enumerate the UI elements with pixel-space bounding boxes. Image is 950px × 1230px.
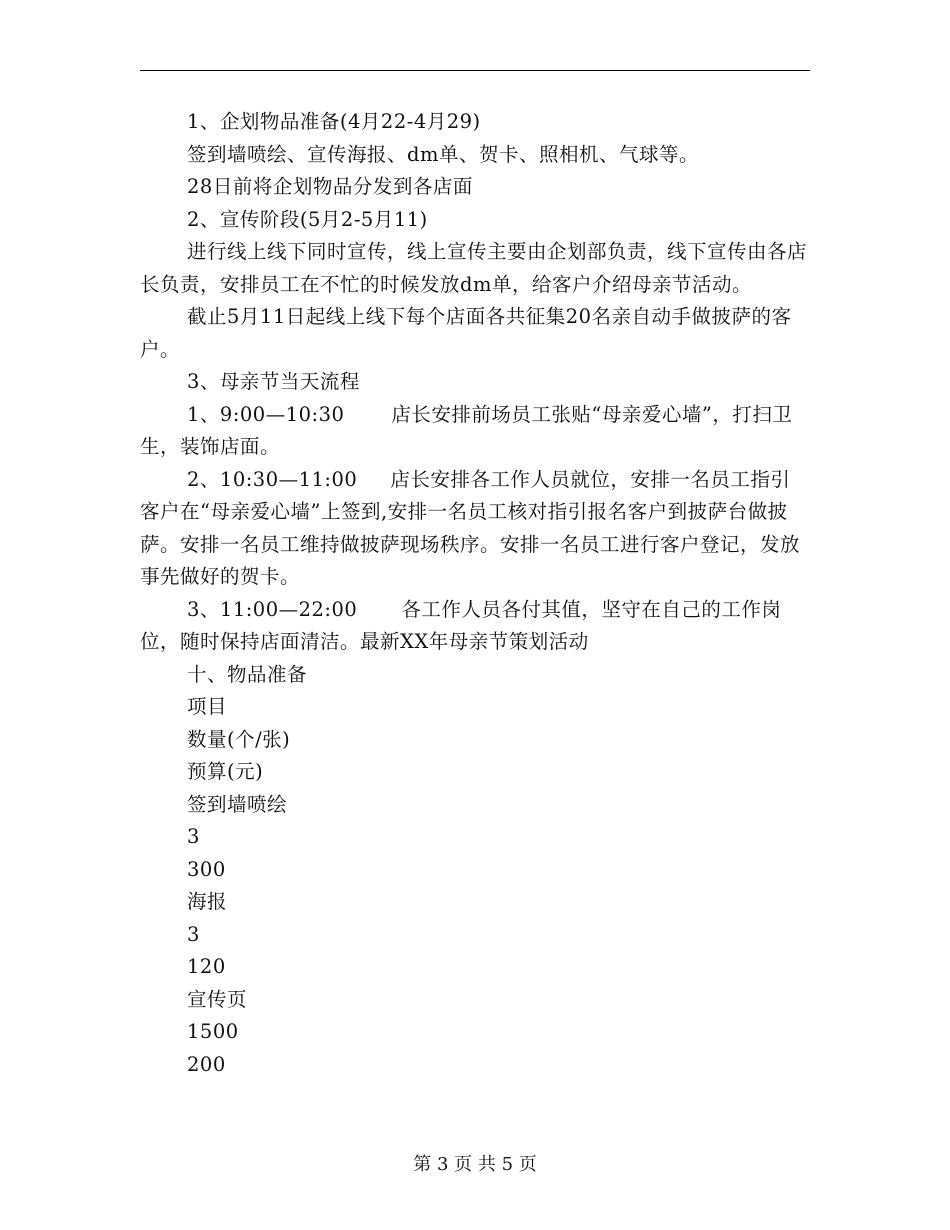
materials-list: 签到墙喷绘、宣传海报、dm单、贺卡、照相机、气球等。: [187, 142, 699, 166]
table-cell-item: 宣传页: [187, 987, 248, 1011]
schedule-text-2: 店长安排各工作人员就位，安排一名员工指引客户在“母亲爱心墙”上签到,安排一名员工核对指引报名客户到披萨台做披萨。安排一名员工维持做披萨现场秩序。安排一名员工进行客户登记，发放事先做好的贺卡。: [140, 467, 801, 588]
header-rule: [140, 70, 810, 71]
table-cell-item: 海报: [187, 890, 228, 913]
table-cell-item: 签到墙喷绘: [187, 792, 288, 816]
schedule-text-1: 店长安排前场员工张贴“母亲爱心墙”，打扫卫生，装饰店面。: [140, 402, 793, 458]
table-cell-budget: 120: [187, 955, 226, 978]
schedule-time-3: 3、11:00—22:00: [187, 597, 358, 621]
schedule-item-2: [140, 464, 808, 594]
schedule-text-3: 各工作人员各付其值，坚守在自己的工作岗位，随时保持店面清洁。最新XX年母亲节策划活动: [140, 597, 782, 653]
schedule-item-1: [140, 399, 808, 464]
table-cell-quantity: 3: [187, 825, 200, 848]
page-body: [140, 106, 808, 1081]
schedule-time-1: 1、9:00—10:30: [187, 402, 345, 426]
section-heading-materials-prep: 1、企划物品准备(4月22-4月29): [187, 110, 481, 133]
page-number-footer: 第 3 页 共 5 页: [413, 1154, 537, 1175]
schedule-item-3: [140, 594, 808, 659]
promotion-description: 进行线上线下同时宣传，线上宣传主要由企划部负责，线下宣传由各店长负责，安排员工在不忙的时候发放dm单，给客户介绍母亲节活动。: [140, 240, 808, 296]
section-heading-day-schedule: 3、母亲节当天流程: [187, 370, 360, 393]
table-cell-quantity: 3: [187, 922, 200, 946]
table-header-quantity: 数量(个/张): [187, 727, 291, 751]
distribution-note: 28日前将企划物品分发到各店面: [187, 175, 473, 198]
schedule-time-2: 2、10:30—11:00: [187, 467, 358, 491]
section-heading-promotion: 2、宣传阶段(5月2-5月11): [187, 207, 428, 231]
section-heading-items: 十、物品准备: [187, 662, 308, 686]
table-header-item: 项目: [187, 695, 228, 718]
table-cell-budget: 300: [187, 857, 226, 881]
table-cell-quantity: 1500: [187, 1020, 239, 1043]
recruitment-note: 截止5月11日起线上线下每个店面各共征集20名亲自动手做披萨的客户。: [140, 305, 792, 361]
table-header-budget: 预算(元): [187, 760, 264, 783]
table-cell-budget: 200: [187, 1052, 226, 1076]
